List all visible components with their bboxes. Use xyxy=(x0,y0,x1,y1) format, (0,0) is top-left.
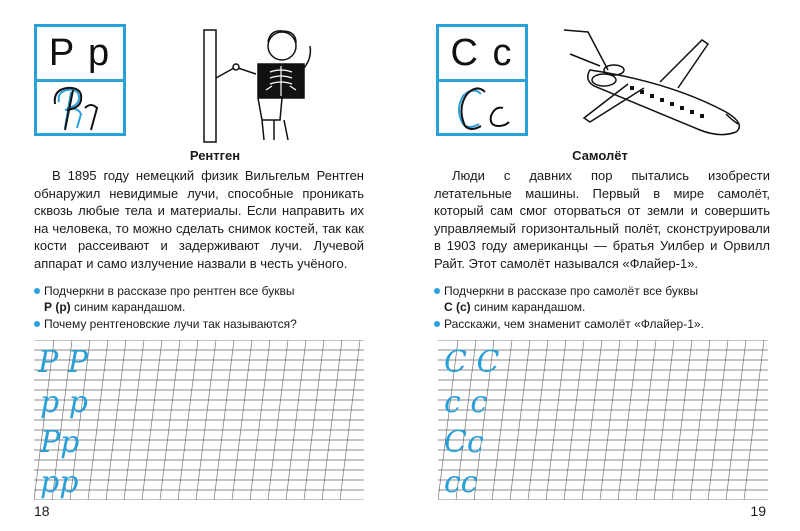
handwriting-sample: Cc xyxy=(444,425,484,460)
handwriting-sample: p p xyxy=(40,385,88,420)
airplane-illustration xyxy=(550,26,750,143)
letter-card-s xyxy=(436,24,528,136)
title-rentgen: Рентген xyxy=(189,148,241,163)
handwriting-sample: P P xyxy=(38,345,88,380)
bullet-dot-icon xyxy=(34,321,40,327)
paragraph-rentgen: В 1895 году немецкий физик Вильгельм Рентген обнаружил невидимые лучи, способные проникать сквозь любые тела и материалы. Если направить их на человека, то можно сделать снимок костей, так как кости рассеивают и задерживают лучи. Лучевой аппарат и само излучение назвали в честь учёного. xyxy=(34,168,364,271)
bullet-dot-icon xyxy=(34,288,40,294)
paragraph-samolet: Люди с давних пор пытались изобрести летательные машины. Первый в мире самолёт, который сам смог оторваться от земли и совершить управляемый горизонтальный полёт, сконструировали в 1903 году американцы — братья Уилбер и Орвилл Райт. Этот самолёт назывался «Флайер-1». xyxy=(434,168,770,271)
task-item: Подчеркни в рассказе про рентген все буквы Р (р) синим карандашом. xyxy=(34,283,374,315)
handwriting-sample: pp xyxy=(40,465,79,500)
page-right xyxy=(400,0,800,531)
handwriting-sample: Pp xyxy=(40,425,80,460)
task-item: Почему рентгеновские лучи так называются? xyxy=(34,316,374,332)
letter-card-r xyxy=(34,24,126,136)
cursive-letter-r xyxy=(37,82,123,133)
handwriting-grid-right[interactable] xyxy=(438,340,768,505)
bullet-dot-icon xyxy=(434,288,440,294)
task-list-right xyxy=(434,283,774,333)
cursive-letter-s xyxy=(439,82,525,133)
printed-letter-r: P p xyxy=(37,27,123,82)
page-number: 18 xyxy=(34,503,50,519)
printed-letter-s: C c xyxy=(439,27,525,82)
page-number: 19 xyxy=(750,503,766,519)
xray-boy-illustration xyxy=(200,28,320,148)
title-samolet: Самолёт xyxy=(572,148,628,163)
task-item: Расскажи, чем знаменит самолёт «Флайер-1». xyxy=(434,316,774,332)
handwriting-sample: cc xyxy=(444,465,478,500)
task-list-left xyxy=(34,283,374,333)
bullet-dot-icon xyxy=(434,321,440,327)
handwriting-sample: C C xyxy=(444,345,500,380)
handwriting-sample: c c xyxy=(444,385,488,420)
handwriting-grid-left[interactable] xyxy=(34,340,364,505)
task-item: Подчеркни в рассказе про самолёт все буквы С (с) синим карандашом. xyxy=(434,283,774,315)
